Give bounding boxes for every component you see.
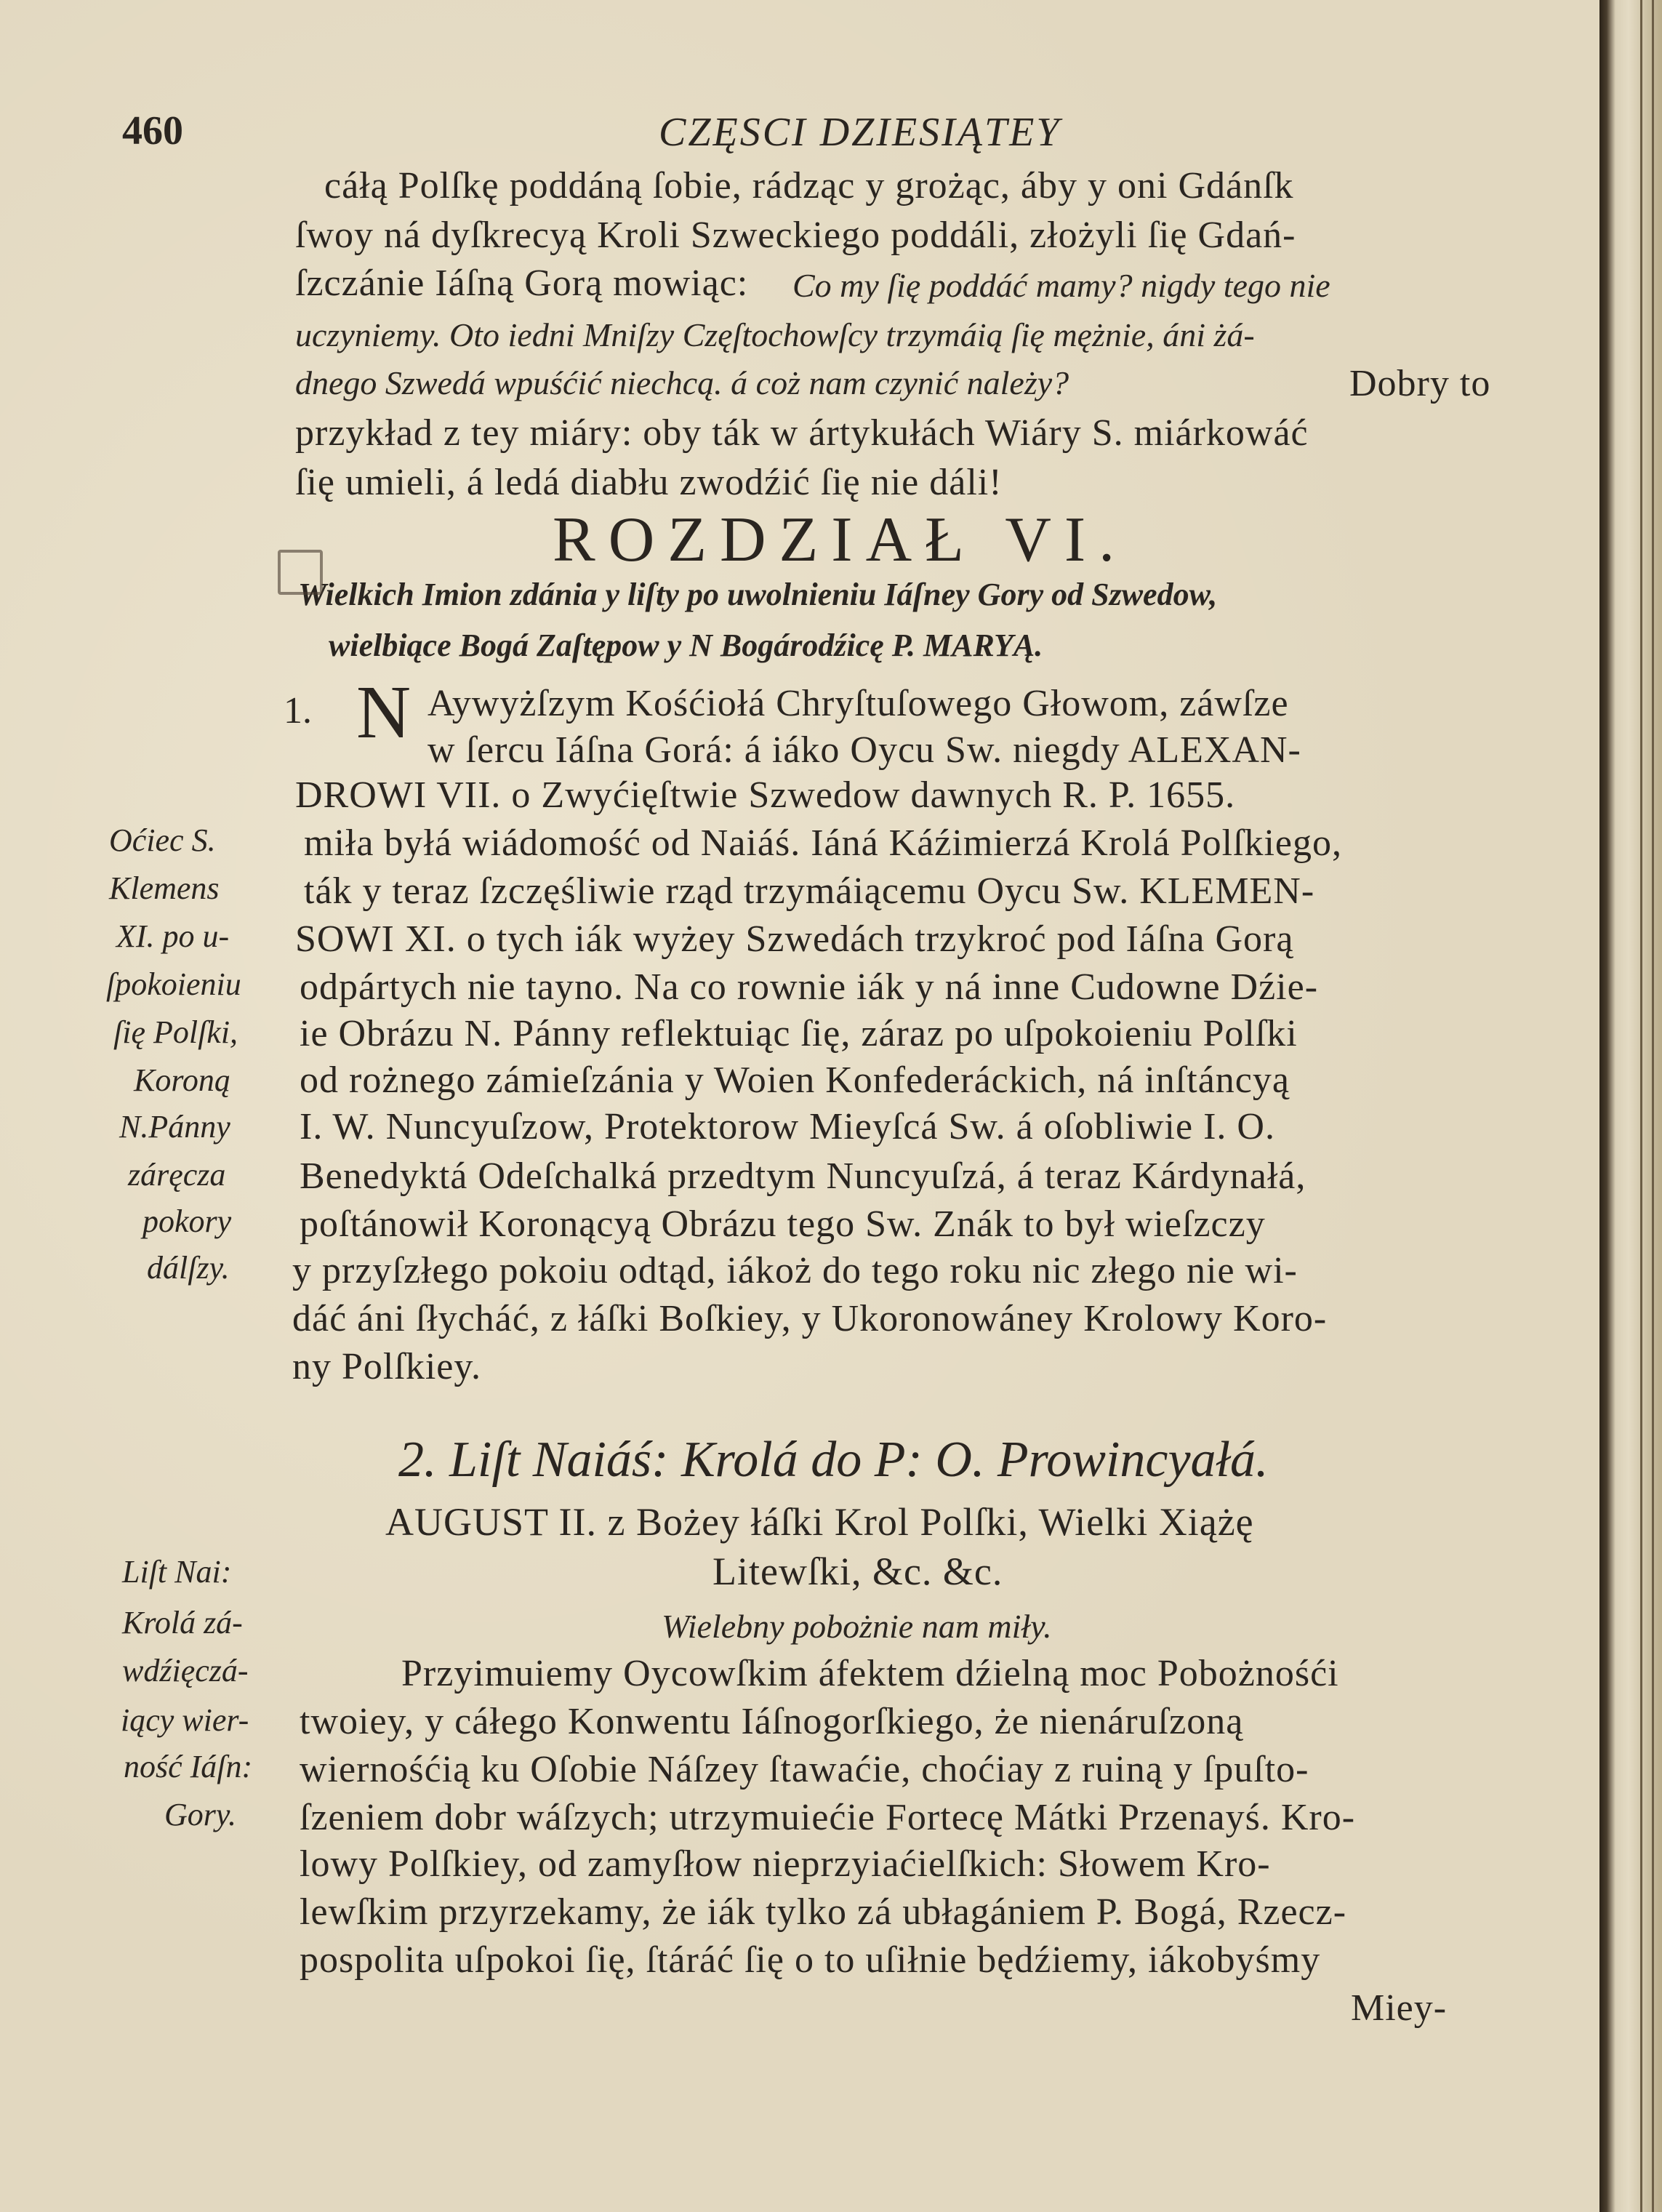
text-line: ie Obrázu N. Pánny reflektuiąc ſię, záraz po uſpokoieniu Polſki (300, 1013, 1298, 1054)
text-line: ſzczánie Iáſną Gorą mowiąc: (295, 263, 749, 304)
margin-note-line: wdźięczá- (122, 1653, 249, 1688)
text-line: wiernośćią ku Oſobie Náſzey ſtawaćie, choćiay z ruiną y ſpuſto- (300, 1749, 1309, 1790)
quote-line: uczyniemy. Oto iedni Mniſzy Częſtochowſcy trzymáią ſię mężnie, áni żá- (295, 316, 1255, 353)
text-line: Dobry to (1349, 363, 1491, 404)
chapter-summary-line: Wielkich Imion zdánia y liſty po uwolnieniu Iáſney Gory od Szwedow, (298, 577, 1218, 612)
text-line: przykład z tey miáry: oby ták w ártykułách Wiáry S. miárkowáć (295, 412, 1309, 454)
text-line: lowy Polſkiey, od zamyſłow nieprzyiaćielſkich: Słowem Kro- (300, 1843, 1271, 1885)
margin-note-line: ność Iáſn: (124, 1749, 253, 1784)
letter-heading: 2. Liſt Naiáś: Krolá do P: O. Prowincyałá. (398, 1432, 1269, 1488)
margin-note-line: ſię Polſki, (113, 1014, 238, 1050)
margin-note-line: Krolá zá- (122, 1605, 243, 1640)
section-number: 1. (284, 690, 312, 732)
text-line: ſię umieli, á ledá diabłu zwodźić ſię nie dáli! (295, 462, 1003, 503)
text-line: dáć áni ſłycháć, z łáſki Boſkiey, y Ukoronowáney Krolowy Koro- (292, 1298, 1328, 1339)
text-line: twoiey, y cáłego Konwentu Iáſnogorſkiego, że nienáruſzoną (300, 1701, 1244, 1742)
text-line: I. W. Nuncyuſzow, Protektorow Mieyſcá Sw. á oſobliwie I. O. (300, 1106, 1275, 1147)
text-line: miła byłá wiádomość od Naiáś. Iáná Káźimierzá Krolá Polſkiego, (304, 822, 1343, 864)
drop-cap: N (356, 670, 412, 754)
margin-note-line: Koroną (134, 1062, 230, 1098)
margin-note-line: Klemens (109, 870, 220, 906)
text-line: y przyſzłego pokoiu odtąd, iákoż do tego roku nic złego nie wi- (292, 1250, 1298, 1291)
text-line: lewſkim przyrzekamy, że iák tylko zá ubłagániem P. Bogá, Rzecz- (300, 1891, 1347, 1933)
text-line: ták y teraz ſzczęśliwie rząd trzymáiącemu Oycu Sw. KLEMEN- (304, 870, 1315, 912)
letter-salutation: Litewſki, &c. &c. (712, 1550, 1003, 1593)
quote-line: dnego Szwedá wpuśćić niechcą. á coż nam czynić należy? (295, 364, 1069, 401)
text-line: poſtánowił Koronącyą Obrázu tego Sw. Znák to był wieſzczy (300, 1203, 1266, 1245)
margin-note-line: ſpokoieniu (106, 966, 241, 1002)
chapter-summary-line: wielbiące Bogá Zaſtępow y N Bogárodźicę P. MARYĄ. (329, 628, 1043, 663)
text-line: Aywyżſzym Kośćiołá Chryſtuſowego Głowom, záwſze (427, 683, 1289, 724)
text-line: DROWI VII. o Zwyćięſtwie Szwedow dawnych R. P. 1655. (295, 774, 1236, 816)
margin-note-line: dálſzy. (147, 1250, 230, 1286)
text-line: od rożnego zámieſzánia y Woien Konfederáckich, ná inſtáncyą (300, 1059, 1290, 1101)
book-gutter (1599, 0, 1662, 2212)
ink-stamp-mark (278, 550, 323, 595)
page-edge-line (1640, 0, 1642, 2212)
running-title: CZĘSCI DZIESIĄTEY (659, 110, 1061, 155)
letter-salutation: AUGUST II. z Bożey łáſki Krol Polſki, Wielki Xiążę (385, 1500, 1254, 1544)
margin-note-line: iący wier- (121, 1702, 249, 1738)
text-line: Przyimuiemy Oycowſkim áfektem dźielną moc Pobożnośći (401, 1653, 1339, 1694)
margin-note-line: N.Pánny (119, 1109, 230, 1145)
page-number: 460 (122, 108, 183, 153)
text-line: ſwoy ná dyſkrecyą Kroli Szweckiego poddáli, złożyli ſię Gdań- (295, 215, 1296, 256)
text-line: ny Polſkiey. (292, 1346, 481, 1387)
text-line: Benedyktá Odeſchalká przedtym Nuncyuſzá, á teraz Kárdynałá, (300, 1155, 1306, 1197)
letter-greeting: Wielebny pobożnie nam miły. (662, 1608, 1052, 1645)
text-line: odpártych nie tayno. Na co rownie iák y ná inne Cudowne Dźie- (300, 966, 1319, 1008)
margin-note-line: Oćiec S. (109, 822, 216, 858)
chapter-title: ROZDZIAŁ VI. (553, 505, 1128, 575)
text-line: ſzeniem dobr wáſzych; utrzymuiećie Fortecę Mátki Przenayś. Kro- (300, 1797, 1356, 1838)
margin-note-line: záręcza (128, 1157, 226, 1193)
text-line: cáłą Polſkę poddáną ſobie, rádząc y grożąc, áby y oni Gdánſk (324, 165, 1294, 207)
margin-note-line: XI. po u- (116, 918, 230, 954)
text-line: pospolita uſpokoi ſię, ſtáráć ſię o to uſiłnie będźiemy, iákobyśmy (300, 1939, 1321, 1981)
page-edge-line (1652, 0, 1654, 2212)
text-line: SOWI XI. o tych iák wyżey Szwedách trzykroć pod Iáſna Gorą (295, 918, 1294, 960)
quote-line: Co my ſię poddáć mamy? nigdy tego nie (792, 267, 1330, 304)
margin-note-line: Gory. (164, 1797, 236, 1832)
text-line: w ſercu Iáſna Gorá: á iáko Oycu Sw. niegdy ALEXAN- (427, 729, 1301, 771)
catchword: Miey- (1351, 1987, 1448, 2029)
margin-note-line: Liſt Nai: (122, 1554, 232, 1590)
margin-note-line: pokory (142, 1203, 232, 1239)
